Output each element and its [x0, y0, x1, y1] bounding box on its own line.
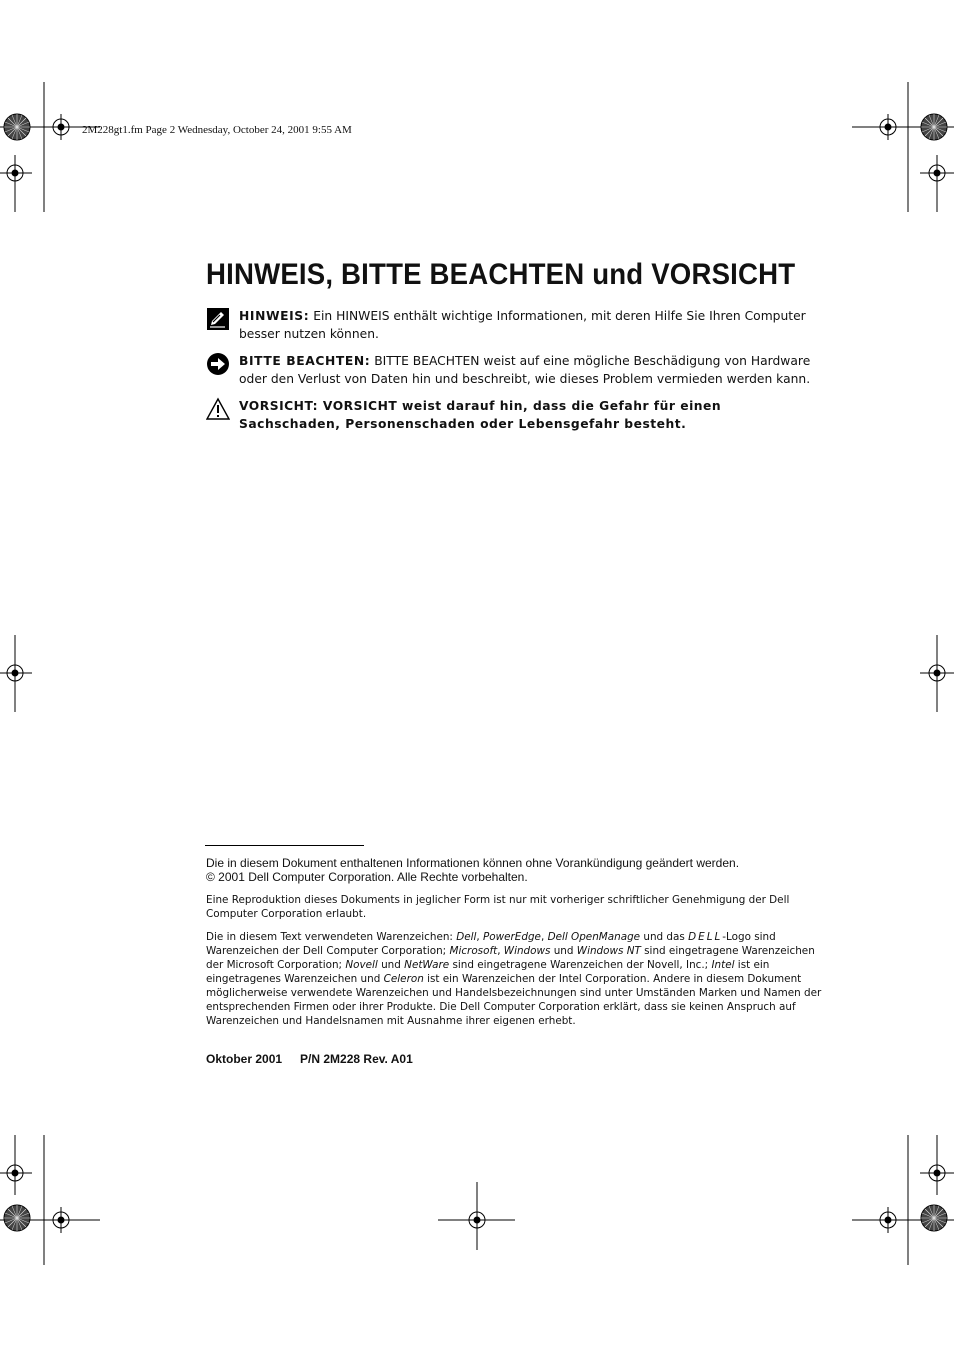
publication-date: Oktober 2001 [206, 1052, 283, 1066]
trademark-text: und [550, 945, 577, 957]
reproduction-notice: Eine Reproduktion dieses Dokuments in jeglicher Form ist nur mit vorheriger schriftlicher Genehmigung der Dell Computer Corporation erlaubt. [206, 894, 790, 920]
trademark-text: Die in diesem Text verwendeten Warenzeichen: [206, 931, 457, 943]
trademark-windows: Windows [503, 945, 551, 957]
print-header-info: 2M228gt1.fm Page 2 Wednesday, October 24, 2001 9:55 AM [82, 124, 352, 136]
trademark-text: sind eingetragene Warenzeichen der Microsoft Corporation; [206, 945, 815, 971]
page-title: HINWEIS, BITTE BEACHTEN und VORSICHT [206, 258, 796, 291]
trademark-microsoft: Microsoft [449, 945, 498, 957]
trademark-dell-logo: DELL [688, 931, 723, 943]
trademark-dell: Dell [456, 931, 477, 943]
trademark-text: -Logo sind Warenzeichen der Dell Computer Corporation; [206, 931, 776, 957]
separator: , [540, 931, 548, 943]
hinweis-label: HINWEIS: [239, 309, 310, 323]
trademark-novell: Novell [345, 959, 378, 971]
vorsicht-label: VORSICHT: [239, 399, 319, 413]
bitte-beachten-text: BITTE BEACHTEN weist auf eine mögliche Beschädigung von Hardware oder den Verlust von Daten hin und beschreibt, wie dieses Problem vermieden werden kann. [239, 354, 811, 386]
bitte-beachten-label: BITTE BEACHTEN: [239, 354, 371, 368]
vorsicht-text: VORSICHT weist darauf hin, dass die Gefahr für einen Sachschaden, Personenschaden oder Lebensgefahr besteht. [239, 399, 722, 431]
separator: , [476, 931, 484, 943]
trademark-windows-nt: Windows NT [576, 945, 641, 957]
trademark-text: sind eingetragene Warenzeichen der Novell, Inc.; [449, 959, 712, 971]
trademark-openmanage: Dell OpenManage [547, 931, 641, 943]
hinweis-text: Ein HINWEIS enthält wichtige Informationen, mit deren Hilfe Sie Ihren Computer besser nutzen können. [239, 309, 806, 341]
trademark-celeron: Celeron [383, 973, 424, 985]
info-change-line: Die in diesem Dokument enthaltenen Informationen können ohne Vorankündigung geändert werden. [206, 856, 740, 870]
trademark-poweredge: PowerEdge [483, 931, 541, 943]
copyright-line: © 2001 Dell Computer Corporation. Alle Rechte vorbehalten. [206, 870, 528, 884]
trademark-text: ist ein Warenzeichen der Intel Corporation. Andere in diesem Dokument möglicherweise verwendete Warenzeichen und Handelsbezeichnungen sind unter Umständen Marken und Namen der entsprechenden Firmen oder ihrer Produkte. Die Dell Computer Corporation erklärt, dass sie keinen Anspruch auf Warenzeichen und Handelsnamen mit Ausnahme ihrer eigenen erhebt. [206, 973, 822, 1027]
trademark-text: ist ein eingetragenes Warenzeichen und [206, 959, 770, 985]
separator: , [497, 945, 504, 957]
trademark-intel: Intel [711, 959, 735, 971]
trademark-netware: NetWare [404, 959, 450, 971]
trademark-text: und [377, 959, 405, 971]
trademark-text: und das [640, 931, 689, 943]
part-number: P/N 2M228 Rev. A01 [300, 1052, 413, 1066]
